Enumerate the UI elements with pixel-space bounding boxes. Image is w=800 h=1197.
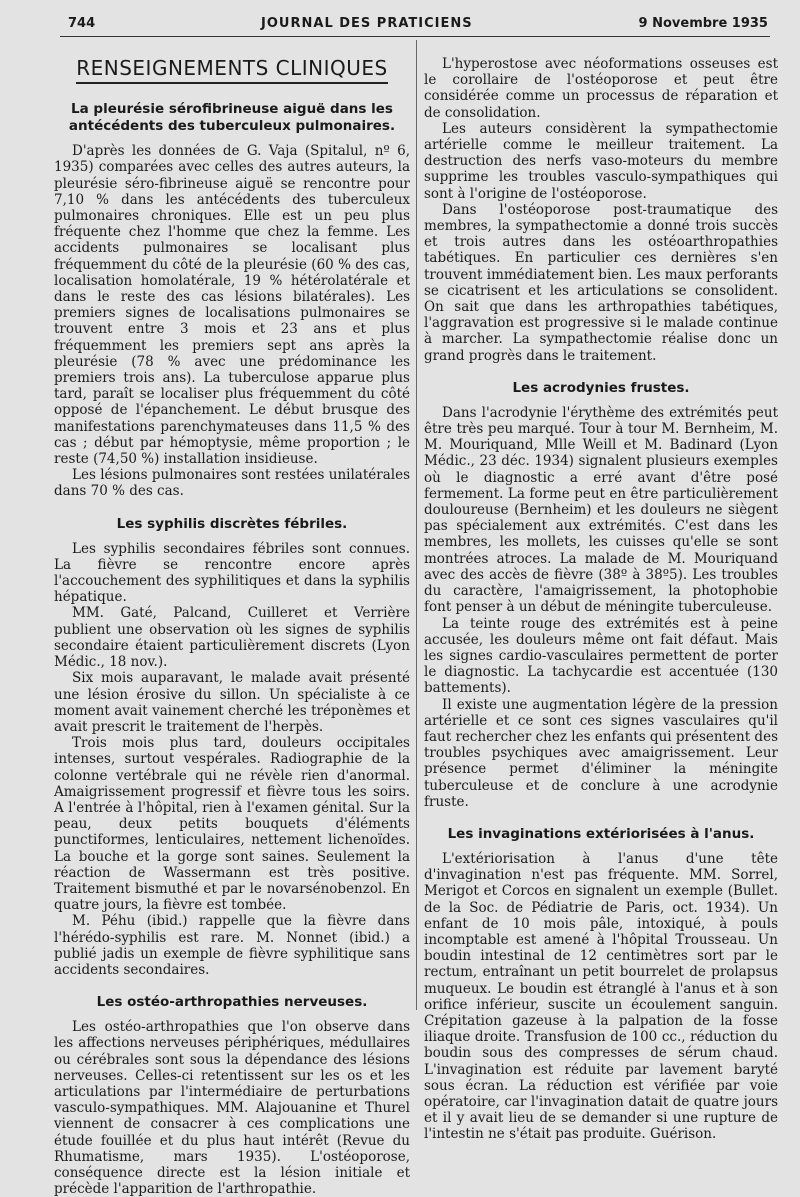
heading-osteo-arthropathies: Les ostéo-arthropathies nerveuses. xyxy=(96,994,368,1011)
page-header xyxy=(68,16,768,36)
paragraph: Les ostéo-arthropathies que l'on observe dans les affections nerveuses périphériques, médullaires ou cérébrales sont sous la dépendance des lésions nerveuses. Celles-ci retentissent sur les os et les articulations par l'intermédiaire de perturbations vasculo-sympathiques. MM. Alajouanine et Thurel viennent de consacrer à ces complications une étude fouillée et du plus haut intérêt (Revue du Rhumatisme, mars 1935). L'ostéoporose, conséquence directe est la lésion initiale et précède l'apparition de l'arthropathie. xyxy=(54,1019,410,1197)
heading-acrodynies: Les acrodynies frustes. xyxy=(512,379,690,396)
heading-syphilis: Les syphilis discrètes fébriles. xyxy=(116,515,348,532)
section-title: RENSEIGNEMENTS CLINIQUES xyxy=(54,60,410,79)
paragraph: Trois mois plus tard, douleurs occipitales intenses, surtout vespérales. Radiographie de la colonne vertébrale qui ne révèle rien d'anormal. Amaigrissement progressif et fièvre tous les soirs. A l'entrée à l'hôpital, rien à l'examen génital. Sur la peau, deux petits bouquets d'éléments punctiformes, lenticulaires, nettement lichenoïdes. La bouche et la gorge sont saines. Seulement la réaction de Wassermann est très positive. Traitement bismuthé et par le novarsénobenzol. En quatre jours, la fièvre est tombée. xyxy=(54,735,410,914)
paragraph: L'extériorisation à l'anus d'une tête d'invagination n'est pas fréquente. MM. Sorrel, Merigot et Corcos en signalent un exemple (Bullet. de la Soc. de Pédiatrie de Paris, oct. 1934). Un enfant de 10 mois pâle, intoxiqué, à pouls incomptable est amené à l'hôpital Trousseau. Un boudin intestinal de 12 centimètres sort par le rectum, entraînant un petit bourrelet de prolapsus muqueux. Le boudin est étranglé à l'anus et à son orifice inférieur, suscite un écoulement sanguin. Crépitation gazeuse à la palpation de la fosse iliaque droite. Transfusion de 100 cc., réduction du boudin sous des compresses de sérum chaud. L'invagination est réduite par lavement baryté sous écran. La réduction est vérifiée par voie opératoire, car l'invagination datait de quatre jours et il y avait lieu de se demander si une rupture de l'intestin ne s'était pas produite. Guérison. xyxy=(424,850,778,1143)
paragraph: M. Péhu (ibid.) rappelle que la fièvre dans l'hérédo-syphilis est rare. M. Nonnet (ibid.) a publié jadis un exemple de fièvre syphilitique sans accidents secondaires. xyxy=(54,913,410,978)
paragraph: La teinte rouge des extrémités est à peine accusée, les douleurs même ont fait défaut. Mais les signes cardio-vasculaires permettent de porter le diagnostic. La tachycardie est accentuée (130 battements). xyxy=(424,615,778,697)
column-divider xyxy=(416,40,417,1010)
issue-date: 9 Novembre 1935 xyxy=(638,16,768,31)
paragraph: MM. Gaté, Palcand, Cuilleret et Verrière publient une observation où les signes de syphilis secondaire étaient particulièrement discrets (Lyon Médic., 18 nov.). xyxy=(54,605,410,671)
paragraph: Les lésions pulmonaires sont restées unilatérales dans 70 % des cas. xyxy=(54,467,410,500)
paragraph: Les syphilis secondaires fébriles sont connues. La fièvre se rencontre encore après l'accouchement des syphilitiques et dans la syphilis hépatique. xyxy=(54,540,410,606)
paragraph: D'après les données de G. Vaja (Spitalul, nº 6, 1935) comparées avec celles des autres auteurs, la pleurésie séro-fibrineuse aiguë se rencontre pour 7,10 % dans les antécédents des tuberculeux pulmonaires chroniques. Elle est un peu plus fréquente chez l'homme que chez la femme. Les accidents pulmonaires se localisant plus fréquemment du côté de la pleurésie (60 % des cas, localisation homolatérale, 19 % hétérolatérale et dans le reste des cas lésions bilatérales). Les premiers signes de localisations pulmonaires se trouvent entre 3 mois et 23 ans et plus fréquemment les premiers sept ans après la pleurésie (78 % avec une prédominance les premiers trois ans). La tuberculose apparue plus tard, paraît se localiser plus fréquemment du côté opposé de l'épanchement. Le début brusque des manifestations parenchymateuses dans 11,5 % des cas ; début par hémoptysie, même proportion ; le reste (74,50 %) installation insidieuse. xyxy=(54,143,410,468)
paragraph: Les auteurs considèrent la sympathectomie artérielle comme le meilleur traitement. La destruction des nerfs vaso-moteurs du membre supprime les troubles vasculo-sympathiques qui sont à l'origine de l'ostéoporose. xyxy=(424,120,778,202)
paragraph: Dans l'acrodynie l'érythème des extrémités peut être très peu marqué. Tour à tour M. Bernheim, M. M. Mouriquand, Mlle Weill et M. Badinard (Lyon Médic., 23 déc. 1934) signalent plusieurs exemples où le diagnostic a erré avant d'être posé fermement. La forme peut en être particulièrement douloureuse (Bernheim) et les douleurs ne siègent pas spécialement aux extrémités. C'est dans les membres, les mollets, les cuisses qu'elle se sont montrées atroces. La malade de M. Mouriquand avec des accès de fièvre (38º à 38º5). Les troubles du caractère, l'amaigrissement, la photophobie font penser à un début de méningite tuberculeuse. xyxy=(424,404,778,616)
heading-pleuresie: La pleurésie sérofibrineuse aiguë dans les antécédents des tuberculeux pulmonaires. xyxy=(68,101,396,135)
header-rule xyxy=(60,36,770,37)
left-column xyxy=(54,46,410,1197)
paragraph: Dans l'ostéoporose post-traumatique des membres, la sympathectomie a donné trois succès et trois autres dans les ostéoarthropathies tabétiques. En particulier ces dernières s'en trouvent immédiatement bien. Les maux perforants se cicatrisent et les articulations se consolident. On sait que dans les arthropathies tabétiques, l'aggravation est progressive si le malade continue à marcher. La sympathectomie réalise donc un grand progrès dans le traitement. xyxy=(424,201,778,364)
right-column xyxy=(424,56,778,1143)
paragraph: L'hyperostose avec néoformations osseuses est le corollaire de l'ostéoporose et peut être considérée comme un processus de réparation et de consolidation. xyxy=(424,56,778,121)
journal-title: JOURNAL DES PRATICIENS xyxy=(261,16,473,31)
heading-invaginations: Les invaginations extériorisées à l'anus. xyxy=(447,825,755,842)
paragraph: Il existe une augmentation légère de la pression artérielle et ce sont ces signes vasculaires qu'il faut rechercher chez les enfants qui présentent des troubles psychiques avec amaigrissement. Leur présence permet d'éliminer la méningite tuberculeuse et de conclure à une acrodynie fruste. xyxy=(424,696,778,810)
paragraph: Six mois auparavant, le malade avait présenté une lésion érosive du sillon. Un spécialiste à ce moment avait vainement cherché les tréponèmes et avait prescrit le traitement de l'herpès. xyxy=(54,670,410,735)
page-number: 744 xyxy=(68,16,96,31)
